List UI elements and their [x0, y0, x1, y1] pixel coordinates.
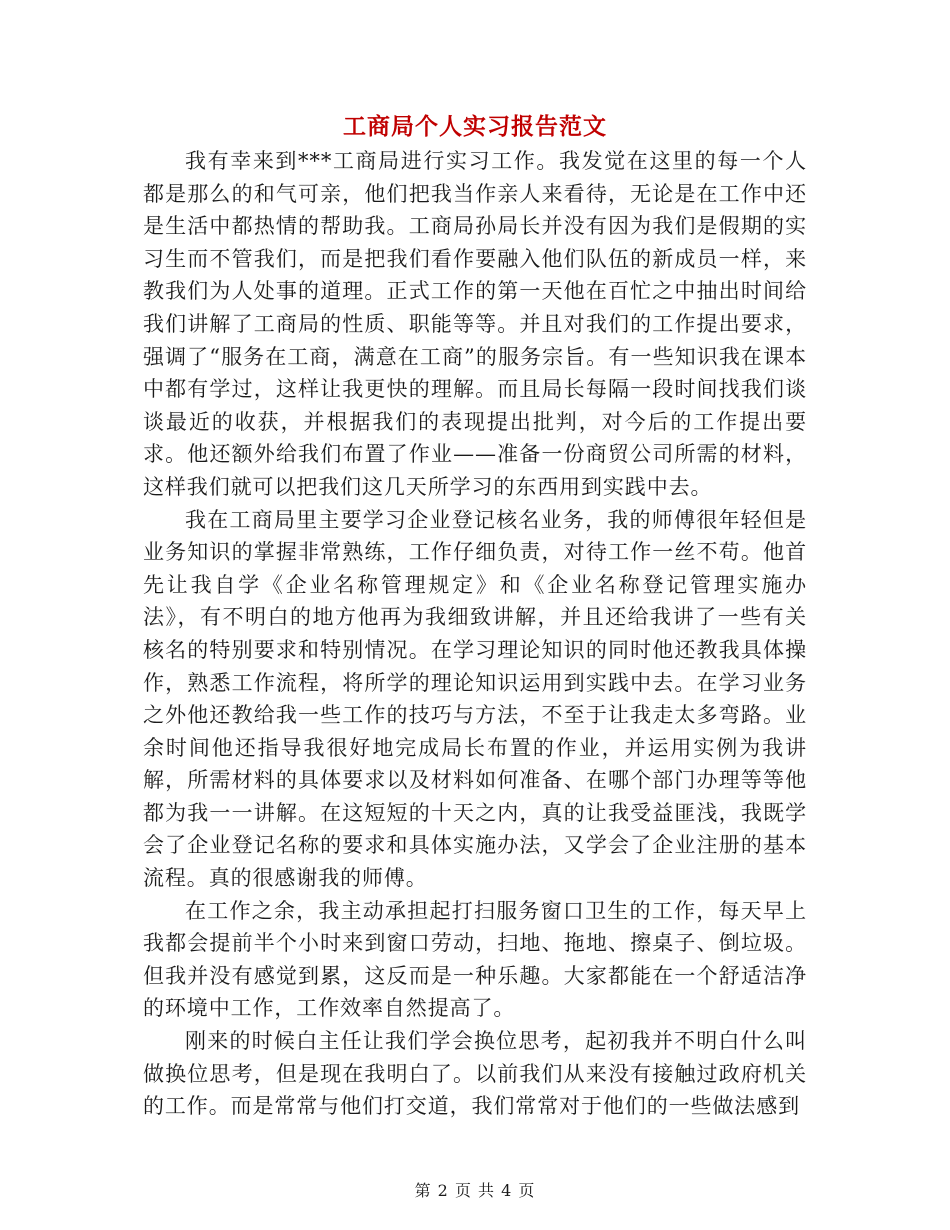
document-body [143, 145, 807, 1123]
page-number-footer: 第 2 页 共 4 页 [414, 1181, 536, 1200]
paragraph-4: 刚来的时候白主任让我们学会换位思考，起初我并不明白什么叫做换位思考，但是现在我明白了。以前我们从来没有接触过政府机关的工作。而是常常与他们打交道，我们常常对于他们的一些做法感到 [143, 1029, 807, 1119]
paragraph-3: 在工作之余，我主动承担起打扫服务窗口卫生的工作，每天早上我都会提前半个小时来到窗口劳动，扫地、拖地、擦桌子、倒垃圾。但我并没有感觉到累，这反而是一种乐趣。大家都能在一个舒适洁净的环境中工作，工作效率自然提高了。 [143, 898, 807, 1021]
document-title: 工商局个人实习报告范文 [343, 113, 607, 140]
paragraph-2: 我在工商局里主要学习企业登记核名业务，我的师傅很年轻但是业务知识的掌握非常熟练，工作仔细负责，对待工作一丝不苟。他首先让我自学《企业名称管理规定》和《企业名称登记管理实施办法》，有不明白的地方他再为我细致讲解，并且还给我讲了一些有关核名的特别要求和特别情况。在学习理论知识的同时他还教我具体操作，熟悉工作流程，将所学的理论知识运用到实践中去。在学习业务之外他还教给我一些工作的技巧与方法，不至于让我走太多弯路。业余时间他还指导我很好地完成局长布置的作业，并运用实例为我讲解，所需材料的具体要求以及材料如何准备、在哪个部门办理等等他都为我一一讲解。在这短短的十天之内，真的让我受益匪浅，我既学会了企业登记名称的要求和具体实施办法，又学会了企业注册的基本流程。真的很感谢我的师傅。 [143, 507, 807, 891]
paragraph-1: 我有幸来到***工商局进行实习工作。我发觉在这里的每一个人都是那么的和气可亲，他们把我当作亲人来看待，无论是在工作中还是生活中都热情的帮助我。工商局孙局长并没有因为我们是假期的实习生而不管我们，而是把我们看作要融入他们队伍的新成员一样，来教我们为人处事的道理。正式工作的第一天他在百忙之中抽出时间给我们讲解了工商局的性质、职能等等。并且对我们的工作提出要求，强调了“服务在工商，满意在工商”的服务宗旨。有一些知识我在课本中都有学过，这样让我更快的理解。而且局长每隔一段时间找我们谈谈最近的收获，并根据我们的表现提出批判，对今后的工作提出要求。他还额外给我们布置了作业——准备一份商贸公司所需的材料，这样我们就可以把我们这几天所学习的东西用到实践中去。 [143, 149, 807, 499]
